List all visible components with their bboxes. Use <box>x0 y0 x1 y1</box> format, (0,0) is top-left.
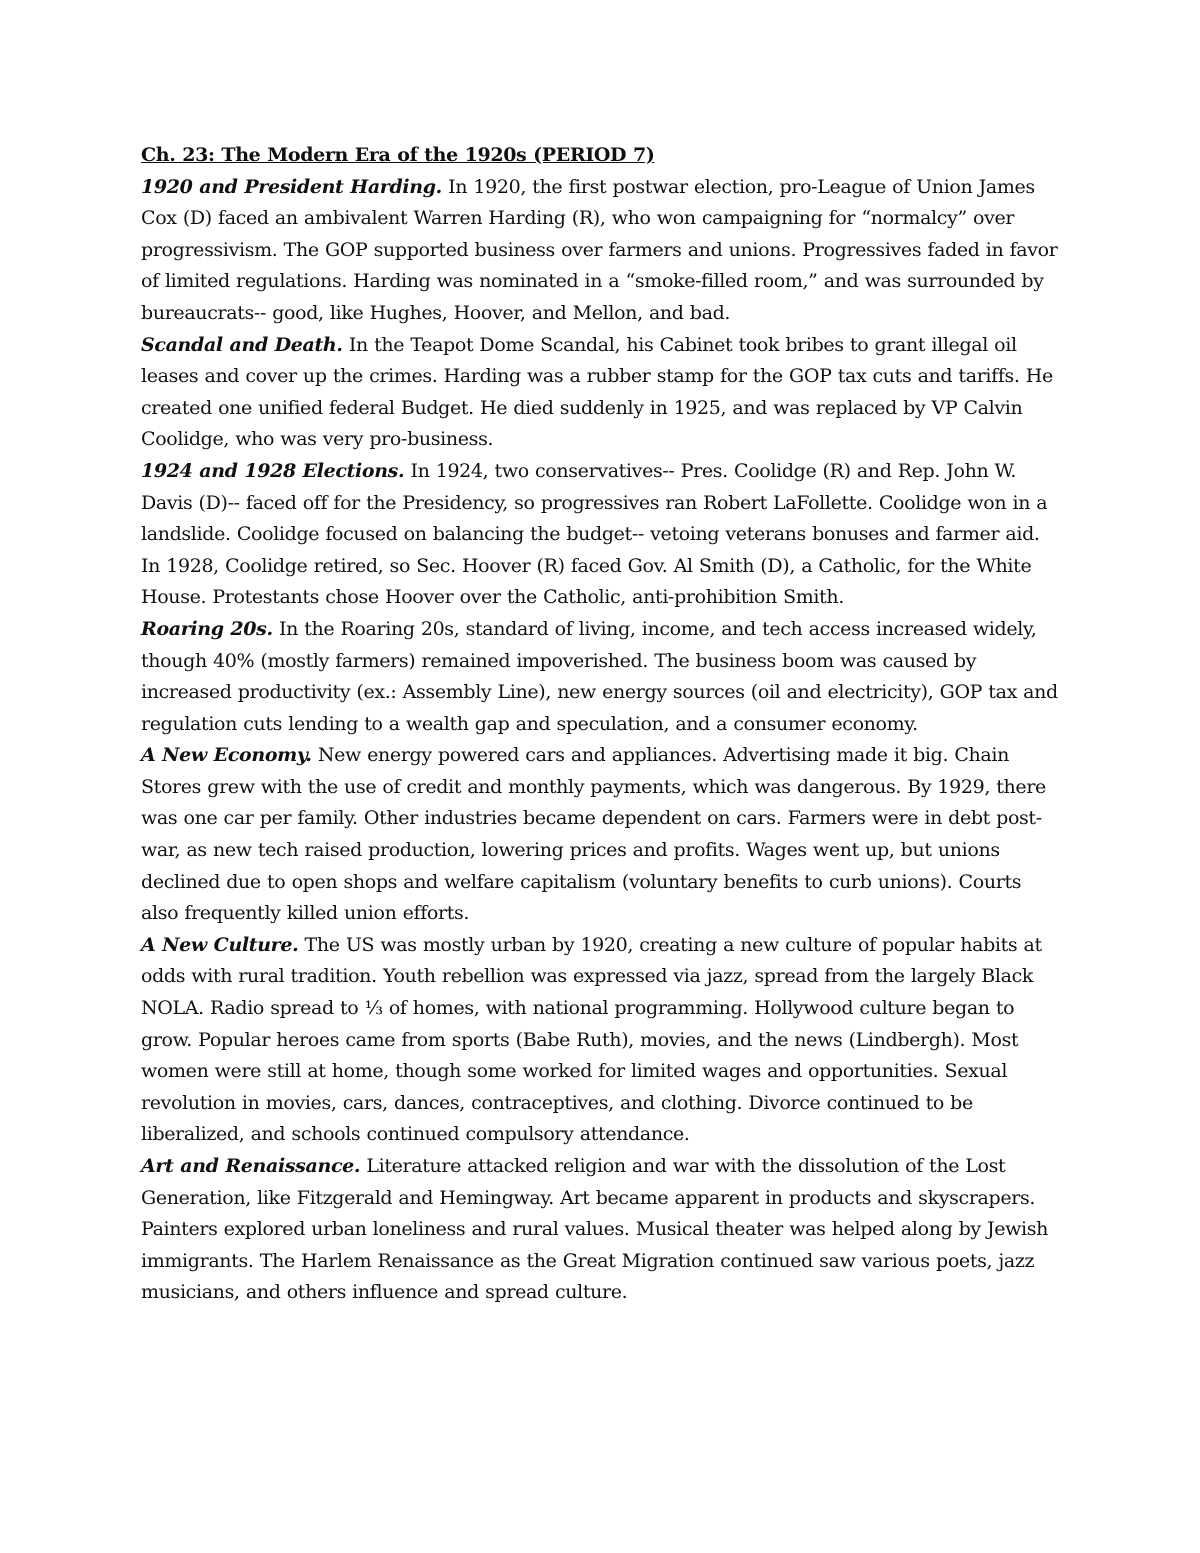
section-text: In 1920, the first postwar election, pro-League of Union James Cox (D) faced an ambivalent Warren Harding (R), who won campaigning for “normalcy” over progressivism. The GOP supported business over farmers and unions. Progressives faded in favor of limited regulations. Harding was nominated in a “smoke-filled room,” and was surrounded by bureaucrats-- good, like Hughes, Hoover, and Mellon, and bad. <box>141 175 1058 324</box>
section-heading: 1924 and 1928 Elections. <box>141 459 405 482</box>
section-heading: 1920 and President Harding. <box>141 175 442 198</box>
section-1924-1928-elections <box>141 456 1061 614</box>
section-text: The US was mostly urban by 1920, creating a new culture of popular habits at odds with rural tradition. Youth rebellion was expressed via jazz, spread from the largely Black NOLA. Radio spread to ⅓ of homes, with national programming. Hollywood culture began to grow. Popular heroes came from sports (Babe Ruth), movies, and the news (Lindbergh). Most women were still at home, though some worked for limited wages and opportunities. Sexual revolution in movies, cars, dances, contraceptives, and clothing. Divorce continued to be liberalized, and schools continued compulsory attendance. <box>141 933 1042 1146</box>
document-title: Ch. 23: The Modern Era of the 1920s (PERIOD 7) <box>141 144 655 166</box>
section-text: In 1924, two conservatives-- Pres. Coolidge (R) and Rep. John W. Davis (D)-- faced off for the Presidency, so progressives ran Robert LaFollette. Coolidge won in a landslide. Coolidge focused on balancing the budget-- vetoing veterans bonuses and farmer aid. In 1928, Coolidge retired, so Sec. Hoover (R) faced Gov. Al Smith (D), a Catholic, for the White House. Protestants chose Hoover over the Catholic, anti-prohibition Smith. <box>141 459 1048 609</box>
section-roaring-20s <box>141 614 1061 740</box>
section-text: In the Roaring 20s, standard of living, income, and tech access increased widely, though 40% (mostly farmers) remained impoverished. The business boom was caused by increased productivity (ex.: Assembly Line), new energy sources (oil and electricity), GOP tax and regulation cuts lending to a wealth gap and speculation, and a consumer economy. <box>141 617 1058 735</box>
section-text: Literature attacked religion and war with the dissolution of the Lost Generation, like Fitzgerald and Hemingway. Art became apparent in products and skyscrapers. Painters explored urban loneliness and rural values. Musical theater was helped along by Jewish immigrants. The Harlem Renaissance as the Great Migration continued saw various poets, jazz musicians, and others influence and spread culture. <box>141 1155 1049 1304</box>
section-heading: A New Culture. <box>141 933 299 956</box>
document-body <box>141 140 1061 1309</box>
section-heading: Scandal and Death. <box>141 333 343 356</box>
section-text: In the Teapot Dome Scandal, his Cabinet took bribes to grant illegal oil leases and cover up the crimes. Harding was a rubber stamp for the GOP tax cuts and tariffs. He created one unified federal Budget. He died suddenly in 1925, and was replaced by VP Calvin Coolidge, who was very pro-business. <box>141 333 1053 451</box>
section-heading: A New Economy. <box>141 744 312 767</box>
section-art-renaissance <box>141 1151 1061 1309</box>
section-text: New energy powered cars and appliances. Advertising made it big. Chain Stores grew with the use of credit and monthly payments, which was dangerous. By 1929, there was one car per family. Other industries became dependent on cars. Farmers were in debt post-war, as new tech raised production, lowering prices and profits. Wages went up, but unions declined due to open shops and welfare capitalism (voluntary benefits to curb unions). Courts also frequently killed union efforts. <box>141 744 1046 925</box>
section-new-culture <box>141 930 1061 1151</box>
section-1920-harding <box>141 172 1061 330</box>
section-new-economy <box>141 740 1061 930</box>
section-heading: Roaring 20s. <box>141 617 273 640</box>
section-scandal-death <box>141 330 1061 456</box>
section-heading: Art and Renaissance. <box>141 1155 361 1177</box>
